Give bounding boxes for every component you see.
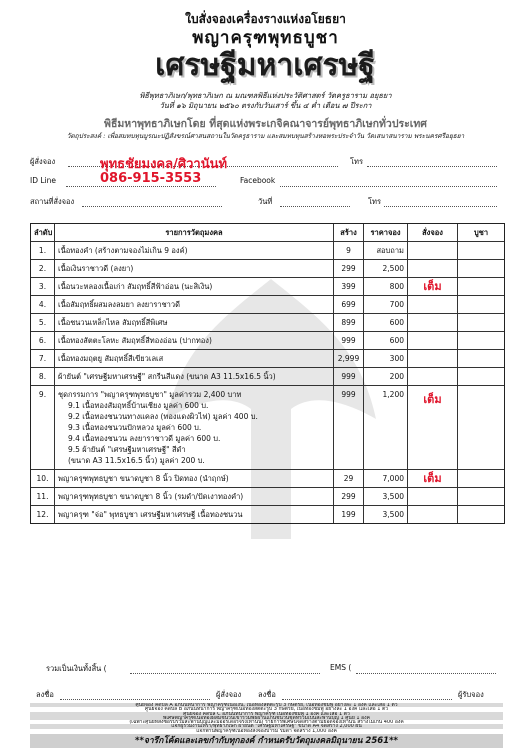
row-order-cell[interactable] — [408, 332, 458, 349]
address-label: สถานที่สั่งจอง — [30, 197, 75, 206]
signer-field[interactable] — [60, 699, 210, 700]
table-row — [31, 470, 504, 488]
row-qty: 9 — [334, 242, 364, 259]
row-order-cell[interactable] — [408, 242, 458, 259]
row-price: 7,000 — [364, 470, 408, 487]
header-price: ราคาจอง — [364, 224, 408, 241]
tel2-field[interactable] — [384, 206, 497, 207]
row-qty: 299 — [334, 260, 364, 277]
row-no: 1. — [31, 242, 55, 259]
row-item: เนื้อเงินราชาวดี (ลงยา) — [55, 260, 334, 277]
note-bill-b: ศูนย์จอง คัดบิล B อภินันทนาการ พญาครุฑเนื้อทองสัตตะรูป 3 กษัตริย์, เนื้อทองชมพู อย่างละ 1 องค์ และเสื้อ 1 ตัว — [144, 707, 389, 712]
collection-title: เศรษฐีมหาเศรษฐี — [155, 48, 375, 83]
date-label: วันที่ — [258, 197, 273, 206]
signature-row — [30, 689, 503, 701]
note-extra: พิเศษพญาครุฑเนื้อทองผสมชนวนเข้าร่วมพิธีผ่านแกนชนวนชุดที่ร่วมเป็นสะพานบุญ 1 ศูนย์ 1 องค์ — [30, 716, 503, 720]
row-no: 5. — [31, 314, 55, 331]
set-title: ชุดกรรมการ "พญาครุฑพุทธบูชา" มูลค่ารวม 2,400 บาท — [58, 390, 242, 399]
row-no: 2. — [31, 260, 55, 277]
ems-field[interactable] — [356, 673, 496, 674]
row-worship-cell[interactable] — [458, 332, 504, 349]
form-title: ใบสั่งจองเครื่องรางแห่งอโยธยา — [185, 12, 346, 26]
header-qty: สร้าง — [334, 224, 364, 241]
set-item: (ขนาด A3 11.5x16.5 นิ้ว) มูลค่า 200 บ. — [68, 456, 205, 465]
row-worship-cell[interactable] — [458, 314, 504, 331]
row-qty: 2,999 — [334, 350, 364, 367]
order-table — [30, 223, 505, 524]
header-no: ลำดับ — [31, 224, 55, 241]
tel-label: โทร — [350, 157, 364, 166]
set-item: 9.3 เนื้อทองชนวนปักหลวง มูลค่า 600 บ. — [68, 423, 202, 432]
row-price: 2,500 — [364, 260, 408, 277]
signer-label: ลงชื่อ — [36, 690, 54, 699]
row-no: 10. — [31, 470, 55, 487]
rite-title: พิธีมหาพุทธาภิเษกโดย ที่สุดแห่งพระเกจิคณาจารย์พุทธาภิเษกทั่วประเทศ — [104, 118, 427, 130]
address-field[interactable] — [82, 206, 222, 207]
set-row-details — [55, 386, 334, 469]
row-price: 3,500 — [364, 506, 408, 523]
table-row — [31, 296, 504, 314]
set-item: 9.2 เนื้อทองชนวนทางแคลง (ทองแดงผิวไฟ) มูลค่า 400 บ. — [68, 412, 258, 421]
row-no: 11. — [31, 488, 55, 505]
header-order: สั่งจอง — [408, 224, 458, 241]
row-item: พญาครุฑพุทธบูชา ขนาดบูชา 8 นิ้ว ปิดทอง (นำฤกษ์) — [55, 470, 334, 487]
row-qty: 399 — [334, 278, 364, 295]
row-qty: 29 — [334, 470, 364, 487]
table-header-row — [31, 224, 504, 242]
row-item: เนื้อทองคำ (สร้างตามจองไม่เกิน 9 องค์) — [55, 242, 334, 259]
row-worship-cell[interactable] — [458, 368, 504, 385]
row-order-cell[interactable] — [408, 368, 458, 385]
row-item: พญาครุฑพุทธบูชา ขนาดบูชา 8 นิ้ว (รมดำ/ปัดเงาทองคำ) — [55, 488, 334, 505]
receiver-label: ผู้รับจอง — [458, 690, 484, 699]
set-row — [31, 386, 504, 470]
note-extra: (เฉพาะศูนย์ที่สั่งซื้อรับร่วมสะพานบุญและมีออร์เดอร์จริงเท่านั้น) รายการพิเศษนี้จัดสร้างตามยอดจองเท่านั้น สร้างไม่เกิน 400 องค์ — [129, 720, 404, 725]
amulet-name: พญาครุฑพุทธบูชา — [192, 28, 339, 48]
ceremony-line-2: วันที่ ๑๖ มิถุนายน ๒๕๖๐ ตรงกับวันเสาร์ ขึ้น ๔ ค่ำ เดือน ๗ ปีระกา — [159, 101, 372, 110]
row-no: 3. — [31, 278, 55, 295]
row-item: พญาครุฑ "จ่อ" พุทธบูชา เศรษฐีมหาเศรษฐี เนื้อทองชนวน — [55, 506, 334, 523]
row-order-cell[interactable]: เต็ม — [408, 470, 458, 487]
row-no: 6. — [31, 332, 55, 349]
tel2-label: โทร — [368, 197, 382, 206]
header-worship: บูชา — [473, 228, 489, 237]
address-row — [30, 196, 503, 208]
row-price: สอบถาม — [364, 242, 408, 259]
set-item: 9.1 เนื้อทองสัมฤทธิ์บ้านเชียง มูลค่า 600 บ. — [68, 401, 209, 410]
row-qty: 299 — [334, 488, 364, 505]
row-item: เนื้อชนวนเหล็กไหล สัมฤทธิ์สีพิเศษ — [55, 314, 334, 331]
row-order-cell[interactable] — [408, 260, 458, 277]
row-price: 600 — [364, 314, 408, 331]
row-order-cell[interactable] — [408, 506, 458, 523]
row-price: 3,500 — [364, 488, 408, 505]
row-price: 300 — [364, 350, 408, 367]
footer-notes — [30, 703, 503, 733]
row-worship-cell[interactable] — [458, 278, 504, 295]
table-row — [31, 260, 504, 278]
note-bill-a: ศูนย์จอง คัดบิล A อภินันทนาการ พญาครุฑเนื้อเงิน, เนื้อทองสัตตะรูป 3 กษัตริย์, เนื้อทองชมพู อย่างละ 1 องค์ และเสื้อ 1 ตัว — [30, 703, 503, 707]
phone-value: 086-915-3553 — [100, 171, 202, 186]
note-extra: แจกผู้ร่วมงานเหรา/พุทธาภิเษก ผ้ายันต์ "เศรษฐีมหาเศรษฐี" ขนาด A4 จัดสร้าง 2,000 ผืน — [30, 724, 503, 728]
row-item: เนื้อนวะหลองเนื้อเก่า สัมฤทธิ์สีฟ้าอ่อน (นะสิเงิน) — [55, 278, 334, 295]
date-field[interactable] — [280, 206, 350, 207]
table-row — [31, 506, 504, 523]
header-item: รายการวัตถุมงคล — [55, 224, 334, 241]
row-qty: 199 — [334, 506, 364, 523]
row-order-cell[interactable] — [408, 296, 458, 313]
table-row — [31, 488, 504, 506]
row-worship-cell[interactable] — [458, 260, 504, 277]
row-worship-cell[interactable] — [458, 488, 504, 505]
id-line-label: ID Line — [30, 176, 57, 185]
row-item: เนื้อทองสัตตะโลหะ สัมฤทธิ์สีทองอ่อน (ปากทอง) — [55, 332, 334, 349]
note-bill-c: ศูนย์จอง คัดบิล C อภินันทนาการ พญาครุฑ เนื้อทองชมพู 1 องค์ และเสื้อ 1 ตัว — [30, 712, 503, 716]
table-row — [31, 314, 504, 332]
facebook-label: Facebook — [240, 176, 276, 185]
orderer-sign-label: ผู้สั่งจอง — [216, 690, 242, 699]
row-no: 9. — [31, 386, 55, 469]
tel-field[interactable] — [367, 166, 497, 167]
signer2-field[interactable] — [282, 699, 452, 700]
ems-label: EMS ( — [330, 663, 352, 672]
orderer-label: ผู้สั่งจอง — [30, 157, 56, 166]
row-price: 800 — [364, 278, 408, 295]
signer2-label: ลงชื่อ — [258, 690, 276, 699]
row-order-cell[interactable] — [408, 488, 458, 505]
table-row — [31, 278, 504, 296]
row-item: เนื้อสัมฤทธิ์ผสมลงลมยา ลงยาราชาวดี — [55, 296, 334, 313]
table-row — [31, 368, 504, 386]
deadline-banner: **จารึกโค้ดและเลขกำกับทุกองค์ กำหนดรับวัตถุมงคลมิถุนายน 2561** — [30, 734, 503, 748]
row-price: 700 — [364, 296, 408, 313]
facebook-field[interactable] — [280, 186, 497, 187]
row-price: 600 — [364, 332, 408, 349]
row-no: 8. — [31, 368, 55, 385]
table-row — [31, 242, 504, 260]
row-worship-cell[interactable] — [458, 506, 504, 523]
row-item: เนื้อทองมฤตยู สัมฤทธิ์สีเขียวเลเส — [55, 350, 334, 367]
row-order-cell[interactable] — [408, 350, 458, 367]
row-worship-cell[interactable] — [458, 350, 504, 367]
row-qty: 899 — [334, 314, 364, 331]
customer-name-value: พุทธชัยมงคล/ศิวานันท์ — [100, 157, 228, 172]
set-item: 9.5 ผ้ายันต์ "เศรษฐีมหาเศรษฐี" สีดำ — [68, 445, 186, 454]
row-qty: 999 — [334, 368, 364, 385]
row-no: 4. — [31, 296, 55, 313]
note-extra: แจกพานพญาครุฑเนื้อทองสั่งจองบารมี รมดำ จัดสร้าง 1,000 องค์ — [196, 728, 337, 734]
row-order-cell[interactable] — [408, 314, 458, 331]
table-row — [31, 332, 504, 350]
row-worship-cell[interactable] — [458, 386, 504, 469]
row-price: 1,200 — [364, 386, 408, 469]
total-label: รวมเป็นเงินทั้งสิ้น ( — [46, 664, 107, 673]
row-worship-cell[interactable] — [458, 296, 504, 313]
row-qty: 999 — [334, 332, 364, 349]
ceremony-line-1: พิธีพุทธาภิเษก/พุทธาภิเษก ณ มณฑลพิธีแห่งประวัติศาสตร์ วัดครูธาราม อยุธยา — [139, 91, 392, 100]
row-worship-cell[interactable] — [458, 470, 504, 487]
table-row — [31, 350, 504, 368]
row-worship-cell[interactable] — [458, 242, 504, 259]
row-order-cell[interactable]: เต็ม — [408, 278, 458, 295]
total-field[interactable] — [130, 673, 320, 674]
row-no: 7. — [31, 350, 55, 367]
row-order-cell[interactable]: เต็ม — [408, 386, 458, 469]
row-qty: 999 — [334, 386, 364, 469]
set-item: 9.4 เนื้อทองชนวน ลงยาราชาวดี มูลค่า 600 บ. — [68, 434, 221, 443]
id-line-field[interactable] — [66, 186, 216, 187]
purpose-text: วัตถุประสงค์ : เพื่อสมทบทุนบูรณะปฏิสังขรณ์ศาสนสถานในวัดครูธาราม และสมทบทุนสร้างหอพระประจำวัน วัดเสนาสนาราม พระนครศรีอยุธยา — [66, 132, 465, 140]
row-item: ผ้ายันต์ "เศรษฐีมหาเศรษฐี" สกรีนสีแดง (ขนาด A3 11.5x16.5 นิ้ว) — [55, 368, 334, 385]
row-qty: 699 — [334, 296, 364, 313]
row-no: 12. — [31, 506, 55, 523]
row-price: 200 — [364, 368, 408, 385]
total-row — [30, 663, 503, 675]
